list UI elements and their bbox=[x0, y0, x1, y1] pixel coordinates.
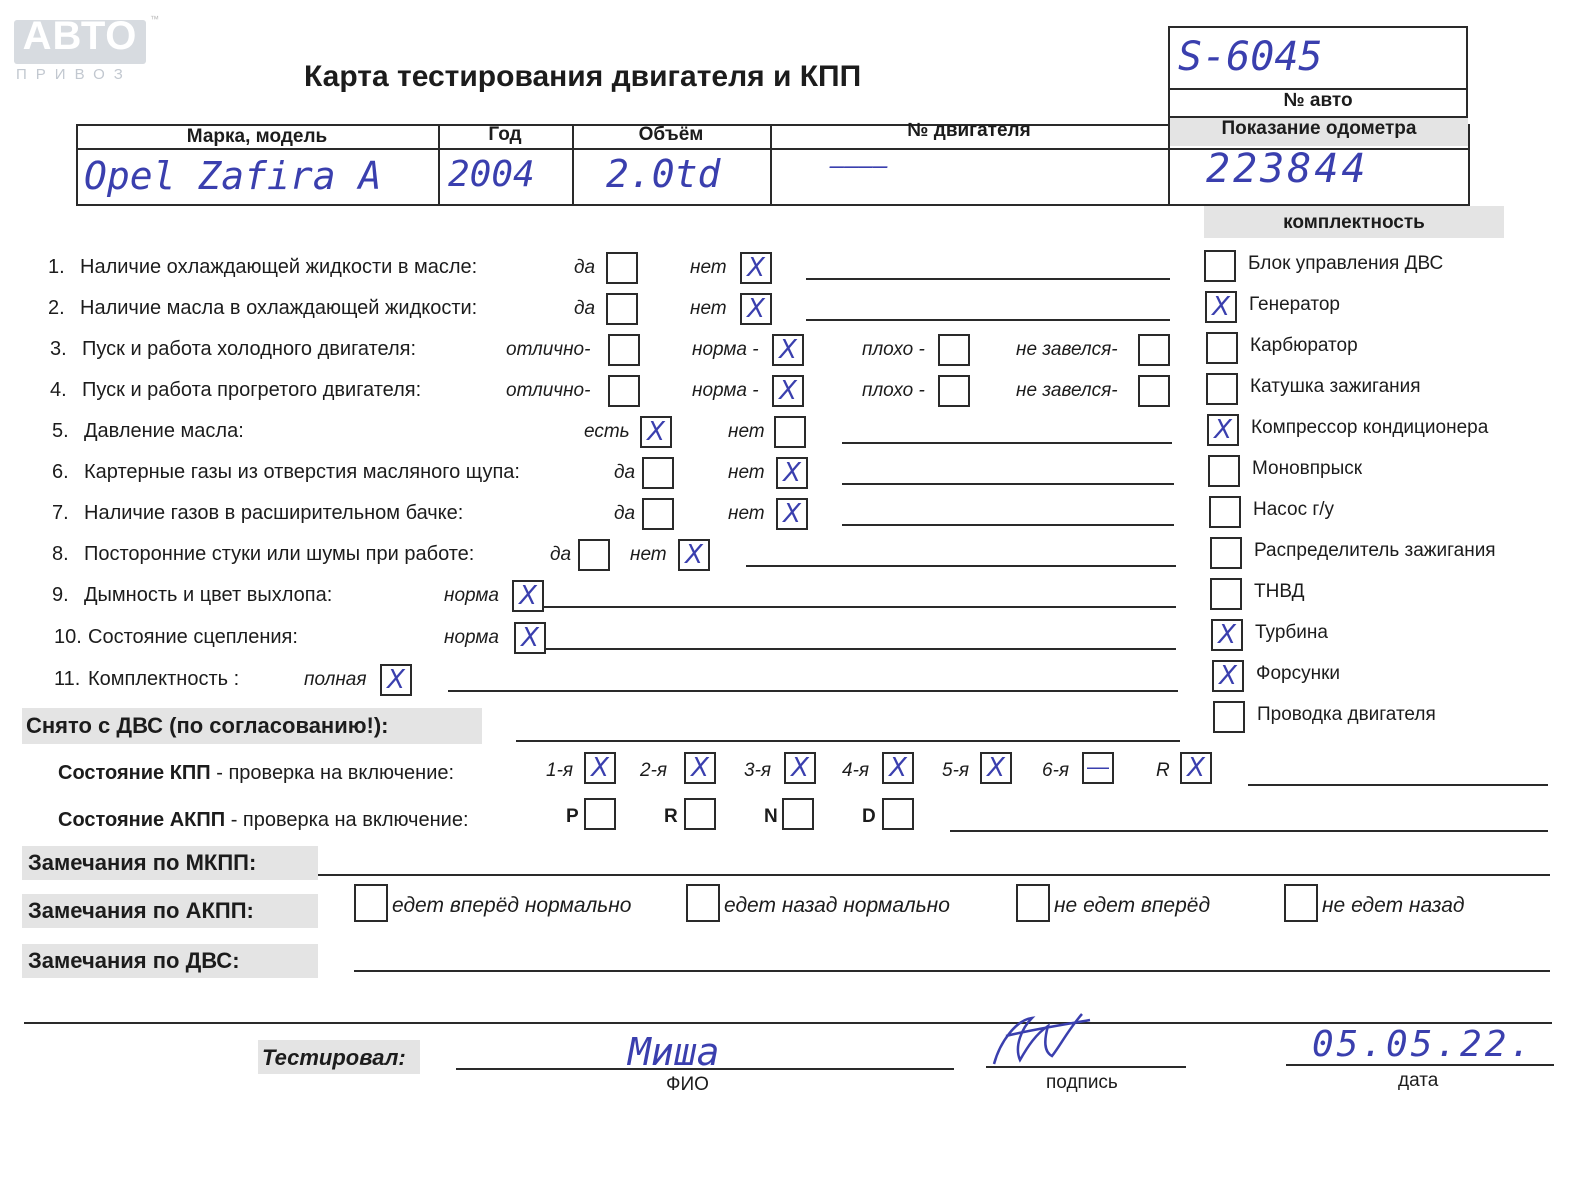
check-option-checkbox[interactable] bbox=[740, 252, 772, 284]
kpp-gear-checkbox[interactable] bbox=[684, 752, 716, 784]
check-option-label: нет bbox=[630, 544, 667, 565]
tested-label: Тестировал: bbox=[262, 1045, 406, 1070]
completeness-checkbox[interactable] bbox=[1210, 537, 1242, 569]
date-value: 05.05.22. bbox=[1312, 1024, 1535, 1065]
remarks-dvs-label: Замечания по ДВС: bbox=[28, 948, 240, 973]
check-text: Дымность и цвет выхлопа: bbox=[84, 584, 333, 606]
check-note-line bbox=[842, 524, 1174, 526]
check-number: 5. bbox=[52, 420, 69, 442]
kpp-gear-checkbox[interactable] bbox=[882, 752, 914, 784]
akpp-remark-option-label: едет вперёд нормально bbox=[392, 894, 632, 917]
logo-sub: ПРИВОЗ bbox=[16, 66, 132, 83]
kpp-label: Состояние КПП - проверка на включение: bbox=[58, 762, 455, 784]
check-option-label: норма - bbox=[692, 380, 759, 401]
removed-label: Снято с ДВС (по согласованию!): bbox=[26, 713, 389, 738]
name-value: Миша bbox=[628, 1030, 720, 1074]
check-note-line bbox=[448, 690, 1178, 692]
signature-image bbox=[986, 1006, 1096, 1070]
engine-label: № двигателя bbox=[907, 120, 1031, 141]
check-option-checkbox[interactable] bbox=[606, 252, 638, 284]
akpp-remark-checkbox[interactable] bbox=[354, 884, 388, 922]
completeness-item-label: Распределитель зажигания bbox=[1254, 540, 1496, 561]
signature-caption: подпись bbox=[1046, 1072, 1118, 1093]
completeness-checkbox[interactable] bbox=[1207, 414, 1239, 446]
volume-value: 2.0td bbox=[606, 152, 721, 196]
check-option-checkbox[interactable] bbox=[578, 539, 610, 571]
completeness-checkbox[interactable] bbox=[1208, 455, 1240, 487]
completeness-checkbox[interactable] bbox=[1213, 701, 1245, 733]
check-number: 1. bbox=[48, 256, 65, 278]
check-option-checkbox[interactable] bbox=[608, 375, 640, 407]
kpp-gear-label: 6-я bbox=[1042, 760, 1070, 781]
completeness-item-label: Карбюратор bbox=[1250, 335, 1358, 356]
check-option-checkbox[interactable] bbox=[776, 498, 808, 530]
remarks-akpp-label: Замечания по АКПП: bbox=[28, 898, 254, 923]
check-option-checkbox[interactable] bbox=[1138, 334, 1170, 366]
completeness-checkbox[interactable] bbox=[1206, 332, 1238, 364]
check-option-checkbox[interactable] bbox=[740, 293, 772, 325]
check-text: Давление масла: bbox=[84, 420, 244, 442]
completeness-item-label: Форсунки bbox=[1256, 663, 1340, 684]
akpp-mode-label: D bbox=[862, 806, 876, 827]
completeness-item-label: Моновпрыск bbox=[1252, 458, 1363, 479]
akpp-line bbox=[950, 830, 1548, 832]
remarks-mkpp-line bbox=[318, 874, 1550, 876]
check-option-checkbox[interactable] bbox=[1138, 375, 1170, 407]
logo-brand: АВТО bbox=[22, 14, 138, 58]
kpp-gear-checkbox[interactable] bbox=[584, 752, 616, 784]
completeness-item-label: Проводка двигателя bbox=[1257, 704, 1436, 725]
akpp-mode-checkbox[interactable] bbox=[684, 798, 716, 830]
auto-number-value: S-6045 bbox=[1178, 34, 1323, 80]
akpp-remark-checkbox[interactable] bbox=[1284, 884, 1318, 922]
check-option-checkbox[interactable] bbox=[938, 334, 970, 366]
completeness-checkbox[interactable] bbox=[1205, 291, 1237, 323]
check-option-label: нет bbox=[728, 421, 765, 442]
completeness-item-label: Турбина bbox=[1255, 622, 1328, 643]
remarks-mkpp-label: Замечания по МКПП: bbox=[28, 850, 257, 875]
check-number: 3. bbox=[50, 338, 67, 360]
check-note-line bbox=[842, 442, 1172, 444]
remarks-dvs-line bbox=[354, 970, 1550, 972]
akpp-remark-checkbox[interactable] bbox=[1016, 884, 1050, 922]
removed-line bbox=[516, 740, 1180, 742]
akpp-mode-label: P bbox=[566, 806, 579, 827]
volume-label: Объём bbox=[638, 124, 704, 145]
kpp-gear-label: 1-я bbox=[546, 760, 574, 781]
check-option-label: норма bbox=[444, 585, 499, 606]
check-number: 11. bbox=[54, 668, 81, 690]
check-note-line bbox=[806, 319, 1170, 321]
check-option-checkbox[interactable] bbox=[938, 375, 970, 407]
check-text: Состояние сцепления: bbox=[88, 626, 298, 648]
kpp-gear-checkbox[interactable] bbox=[784, 752, 816, 784]
check-option-checkbox[interactable] bbox=[640, 416, 672, 448]
check-text: Картерные газы из отверстия масляного щупа: bbox=[84, 461, 520, 483]
completeness-item-label: Насос г/у bbox=[1253, 499, 1335, 520]
date-caption: дата bbox=[1398, 1070, 1439, 1091]
kpp-gear-label: 3-я bbox=[744, 760, 772, 781]
akpp-label: Состояние АКПП - проверка на включение: bbox=[58, 809, 469, 831]
akpp-remark-option-label: едет назад нормально bbox=[724, 894, 950, 917]
odometer-label: Показание одометра bbox=[1221, 118, 1417, 139]
check-number: 6. bbox=[52, 461, 69, 483]
check-text: Пуск и работа прогретого двигателя: bbox=[82, 379, 422, 401]
check-note-line bbox=[842, 483, 1174, 485]
akpp-remark-option-label: не едет назад bbox=[1322, 894, 1465, 917]
check-option-checkbox[interactable] bbox=[512, 580, 544, 612]
kpp-line bbox=[1248, 784, 1548, 786]
check-option-checkbox[interactable] bbox=[608, 334, 640, 366]
akpp-mode-label: R bbox=[664, 806, 678, 827]
check-text: Наличие масла в охлаждающей жидкости: bbox=[80, 297, 478, 319]
trademark-icon: ™ bbox=[150, 14, 159, 24]
completeness-checkbox[interactable] bbox=[1204, 250, 1236, 282]
check-option-checkbox[interactable] bbox=[514, 622, 546, 654]
completeness-checkbox[interactable] bbox=[1211, 619, 1243, 651]
check-option-label: нет bbox=[690, 257, 727, 278]
check-option-label: да bbox=[614, 503, 636, 524]
check-number: 2. bbox=[48, 297, 65, 319]
check-option-label: норма - bbox=[692, 339, 759, 360]
kpp-gear-label: 4-я bbox=[842, 760, 870, 781]
kpp-gear-label: R bbox=[1156, 760, 1170, 781]
kpp-gear-checkbox[interactable] bbox=[980, 752, 1012, 784]
check-text: Посторонние стуки или шумы при работе: bbox=[84, 543, 475, 565]
check-option-label: нет bbox=[728, 462, 765, 483]
check-option-label: да bbox=[574, 298, 596, 319]
check-option-label: плохо - bbox=[862, 339, 925, 360]
check-option-label: не завелся- bbox=[1016, 380, 1118, 401]
akpp-mode-checkbox[interactable] bbox=[782, 798, 814, 830]
check-text: Пуск и работа холодного двигателя: bbox=[82, 338, 417, 360]
year-value: 2004 bbox=[448, 154, 535, 195]
kpp-gear-checkbox[interactable] bbox=[1082, 752, 1114, 784]
check-number: 4. bbox=[50, 379, 67, 401]
check-option-checkbox[interactable] bbox=[606, 293, 638, 325]
auto-number-label: № авто bbox=[1283, 90, 1353, 111]
check-option-checkbox[interactable] bbox=[678, 539, 710, 571]
completeness-title: комплектность bbox=[1283, 212, 1425, 233]
completeness-checkbox[interactable] bbox=[1212, 660, 1244, 692]
check-note-line bbox=[544, 648, 1176, 650]
check-option-label: да bbox=[574, 257, 596, 278]
check-option-checkbox[interactable] bbox=[774, 416, 806, 448]
check-number: 10. bbox=[54, 626, 82, 648]
akpp-remark-checkbox[interactable] bbox=[686, 884, 720, 922]
check-note-line bbox=[806, 278, 1170, 280]
completeness-item-label: ТНВД bbox=[1254, 581, 1305, 602]
kpp-gear-label: 2-я bbox=[640, 760, 668, 781]
completeness-item-label: Катушка зажигания bbox=[1250, 376, 1421, 397]
completeness-item-label: Генератор bbox=[1249, 294, 1340, 315]
check-option-label: не завелся- bbox=[1016, 339, 1118, 360]
check-option-label: да bbox=[550, 544, 572, 565]
check-option-label: отлично- bbox=[506, 380, 591, 401]
check-option-label: полная bbox=[304, 669, 367, 690]
name-caption: ФИО bbox=[666, 1074, 709, 1095]
check-number: 7. bbox=[52, 502, 69, 524]
akpp-remark-option-label: не едет вперёд bbox=[1054, 894, 1211, 917]
check-option-label: нет bbox=[728, 503, 765, 524]
completeness-item-label: Блок управления ДВС bbox=[1248, 253, 1444, 274]
check-text: Наличие газов в расширительном бачке: bbox=[84, 502, 464, 524]
akpp-mode-label: N bbox=[764, 806, 778, 827]
completeness-item-label: Компрессор кондиционера bbox=[1251, 417, 1489, 438]
check-note-line bbox=[746, 565, 1176, 567]
engine-value: ———— bbox=[830, 152, 888, 180]
check-option-label: есть bbox=[584, 421, 630, 442]
page-title: Карта тестирования двигателя и КПП bbox=[304, 60, 862, 93]
check-option-label: норма bbox=[444, 627, 499, 648]
check-option-checkbox[interactable] bbox=[772, 375, 804, 407]
check-option-checkbox[interactable] bbox=[772, 334, 804, 366]
check-option-checkbox[interactable] bbox=[642, 457, 674, 489]
check-option-label: да bbox=[614, 462, 636, 483]
check-option-label: отлично- bbox=[506, 339, 591, 360]
akpp-mode-checkbox[interactable] bbox=[584, 798, 616, 830]
completeness-checkbox[interactable] bbox=[1210, 578, 1242, 610]
check-text: Наличие охлаждающей жидкости в масле: bbox=[80, 256, 478, 278]
kpp-gear-checkbox[interactable] bbox=[1180, 752, 1212, 784]
check-number: 8. bbox=[52, 543, 69, 565]
check-option-checkbox[interactable] bbox=[380, 664, 412, 696]
check-text: Комплектность : bbox=[88, 668, 240, 690]
completeness-checkbox[interactable] bbox=[1206, 373, 1238, 405]
year-label: Год bbox=[488, 124, 522, 145]
check-option-label: нет bbox=[690, 298, 727, 319]
check-option-checkbox[interactable] bbox=[776, 457, 808, 489]
completeness-checkbox[interactable] bbox=[1209, 496, 1241, 528]
kpp-gear-label: 5-я bbox=[942, 760, 970, 781]
check-note-line bbox=[544, 606, 1176, 608]
make-label: Марка, модель bbox=[186, 126, 328, 147]
akpp-mode-checkbox[interactable] bbox=[882, 798, 914, 830]
check-number: 9. bbox=[52, 584, 69, 606]
odometer-value: 223844 bbox=[1206, 146, 1369, 192]
check-option-label: плохо - bbox=[862, 380, 925, 401]
check-option-checkbox[interactable] bbox=[642, 498, 674, 530]
make-value: Opel Zafira A bbox=[84, 154, 382, 198]
